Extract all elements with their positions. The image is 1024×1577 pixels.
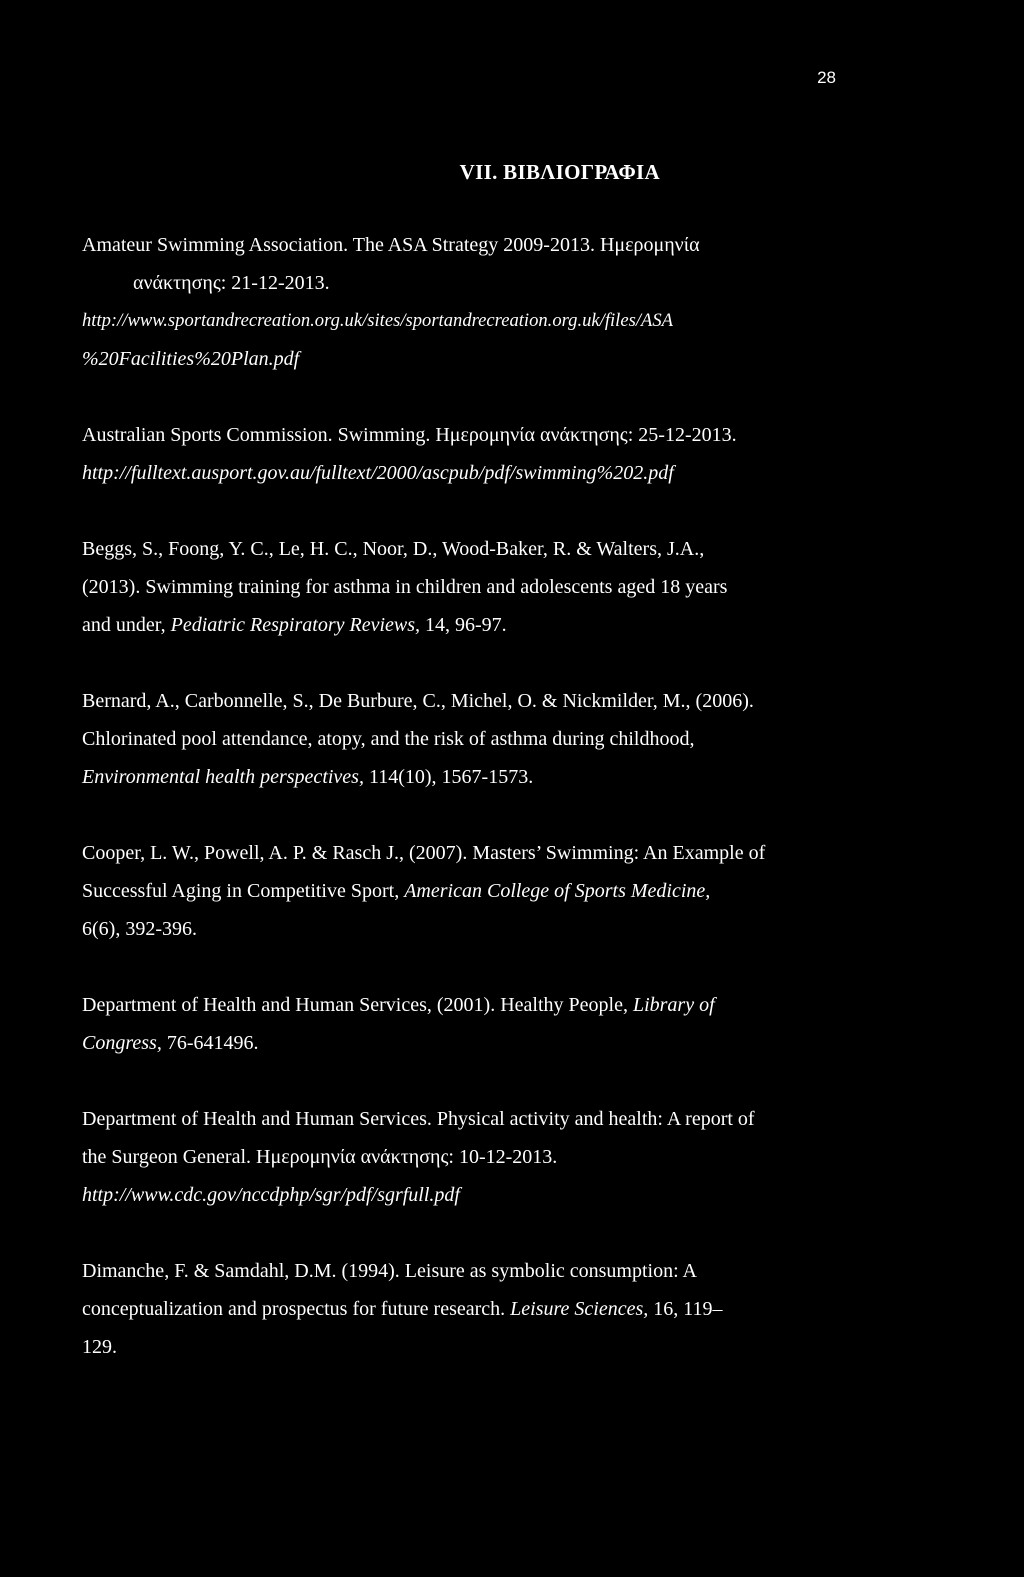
reference-dhhs-surgeon: [82, 1100, 837, 1214]
reference-list: [82, 226, 837, 1366]
reference-beggs: [82, 530, 837, 644]
ref-asa-access-label: ανάκτησης:: [133, 272, 227, 294]
ref-cooper-line1: Cooper, L. W., Powell, A. P. & Rasch J., (2007). Masters’ Swimming: An Example of: [82, 842, 766, 864]
page-number: 28: [817, 68, 836, 87]
ref-beggs-line3-post: 14, 96-97.: [420, 614, 507, 636]
ref-dimanche-line3: 129.: [82, 1336, 117, 1358]
ref-dimanche-journal: Leisure Sciences,: [510, 1298, 649, 1320]
reference-cooper: [82, 834, 837, 948]
ref-bernard-line2: Chlorinated pool attendance, atopy, and the risk of asthma during childhood,: [82, 728, 695, 750]
ref-dimanche-line2: [82, 1290, 837, 1328]
ref-beggs-authors: Beggs, S., Foong, Y. C., Le, H. C., Noor, D., Wood-Baker, R. & Walters, J.A.,: [82, 538, 705, 560]
ref-beggs-line3-pre: and under,: [82, 614, 171, 636]
ref-dimanche-line2-post: 16, 119–: [648, 1298, 723, 1320]
ref-beggs-line2: (2013). Swimming training for asthma in children and adolescents aged 18 years: [82, 576, 728, 598]
reference-dhhs-2001: [82, 986, 837, 1062]
page-title: VII. ΒΙΒΛΙΟΓΡΑΦΙΑ: [459, 160, 660, 184]
ref-bernard-line3-post: 114(10), 1567-1573.: [363, 766, 534, 788]
ref-bernard-journal: Environmental health perspectives,: [82, 766, 364, 788]
reference-asa: [82, 226, 837, 378]
reference-dimanche: [82, 1252, 837, 1366]
ref-surgeon-url[interactable]: http://www.cdc.gov/nccdphp/sgr/pdf/sgrfull.pdf: [82, 1184, 460, 1206]
ref-cooper-line2: [82, 872, 837, 910]
ref-cooper-journal: American College of Sports Medicine,: [404, 880, 711, 902]
ref-bernard-authors: Bernard, A., Carbonnelle, S., De Burbure, C., Michel, O. & Nickmilder, M., (2006).: [82, 690, 754, 712]
ref-dhhs2001-line1: [82, 986, 837, 1024]
ref-dimanche-line1: Dimanche, F. & Samdahl, D.M. (1994). Leisure as symbolic consumption: A: [82, 1260, 697, 1282]
ref-asa-url-line1[interactable]: http://www.sportandrecreation.org.uk/sites/sportandrecreation.org.uk/files/ASA: [82, 310, 674, 331]
ref-asa-url-line2[interactable]: %20Facilities%20Plan.pdf: [82, 348, 300, 370]
ref-asa-access-date: 21-12-2013.: [231, 272, 330, 294]
ref-asc-title: Australian Sports Commission. Swimming. Ημερομηνία ανάκτησης: 25-12-2013.: [82, 424, 737, 446]
ref-bernard-line3: [82, 758, 837, 796]
ref-beggs-line3: [82, 606, 837, 644]
ref-dimanche-line2-pre: conceptualization and prospectus for future research.: [82, 1298, 511, 1320]
ref-beggs-journal: Pediatric Respiratory Reviews,: [170, 614, 421, 636]
ref-dhhs2001-line2-post: 76-641496.: [161, 1032, 259, 1054]
ref-dhhs2001-line2: [82, 1024, 837, 1062]
ref-asc-url[interactable]: http://fulltext.ausport.gov.au/fulltext/2000/ascpub/pdf/swimming%202.pdf: [82, 462, 674, 484]
ref-cooper-line2-pre: Successful Aging in Competitive Sport,: [82, 880, 405, 902]
ref-asa-access: [133, 264, 837, 302]
ref-surgeon-line1: Department of Health and Human Services. Physical activity and health: A report of: [82, 1108, 755, 1130]
ref-dhhs2001-journal-part1: Library of: [632, 994, 715, 1016]
ref-asa-title: Amateur Swimming Association. The ASA Strategy 2009-2013. Ημερομηνία: [82, 234, 700, 256]
reference-asc: [82, 416, 837, 492]
ref-dhhs2001-journal-part2: Congress,: [82, 1032, 162, 1054]
ref-cooper-line3: 6(6), 392-396.: [82, 918, 197, 940]
reference-bernard: [82, 682, 837, 796]
ref-dhhs2001-line1-pre: Department of Health and Human Services, (2001). Healthy People,: [82, 994, 633, 1016]
ref-surgeon-line2: the Surgeon General. Ημερομηνία ανάκτησης: 10-12-2013.: [82, 1146, 558, 1168]
